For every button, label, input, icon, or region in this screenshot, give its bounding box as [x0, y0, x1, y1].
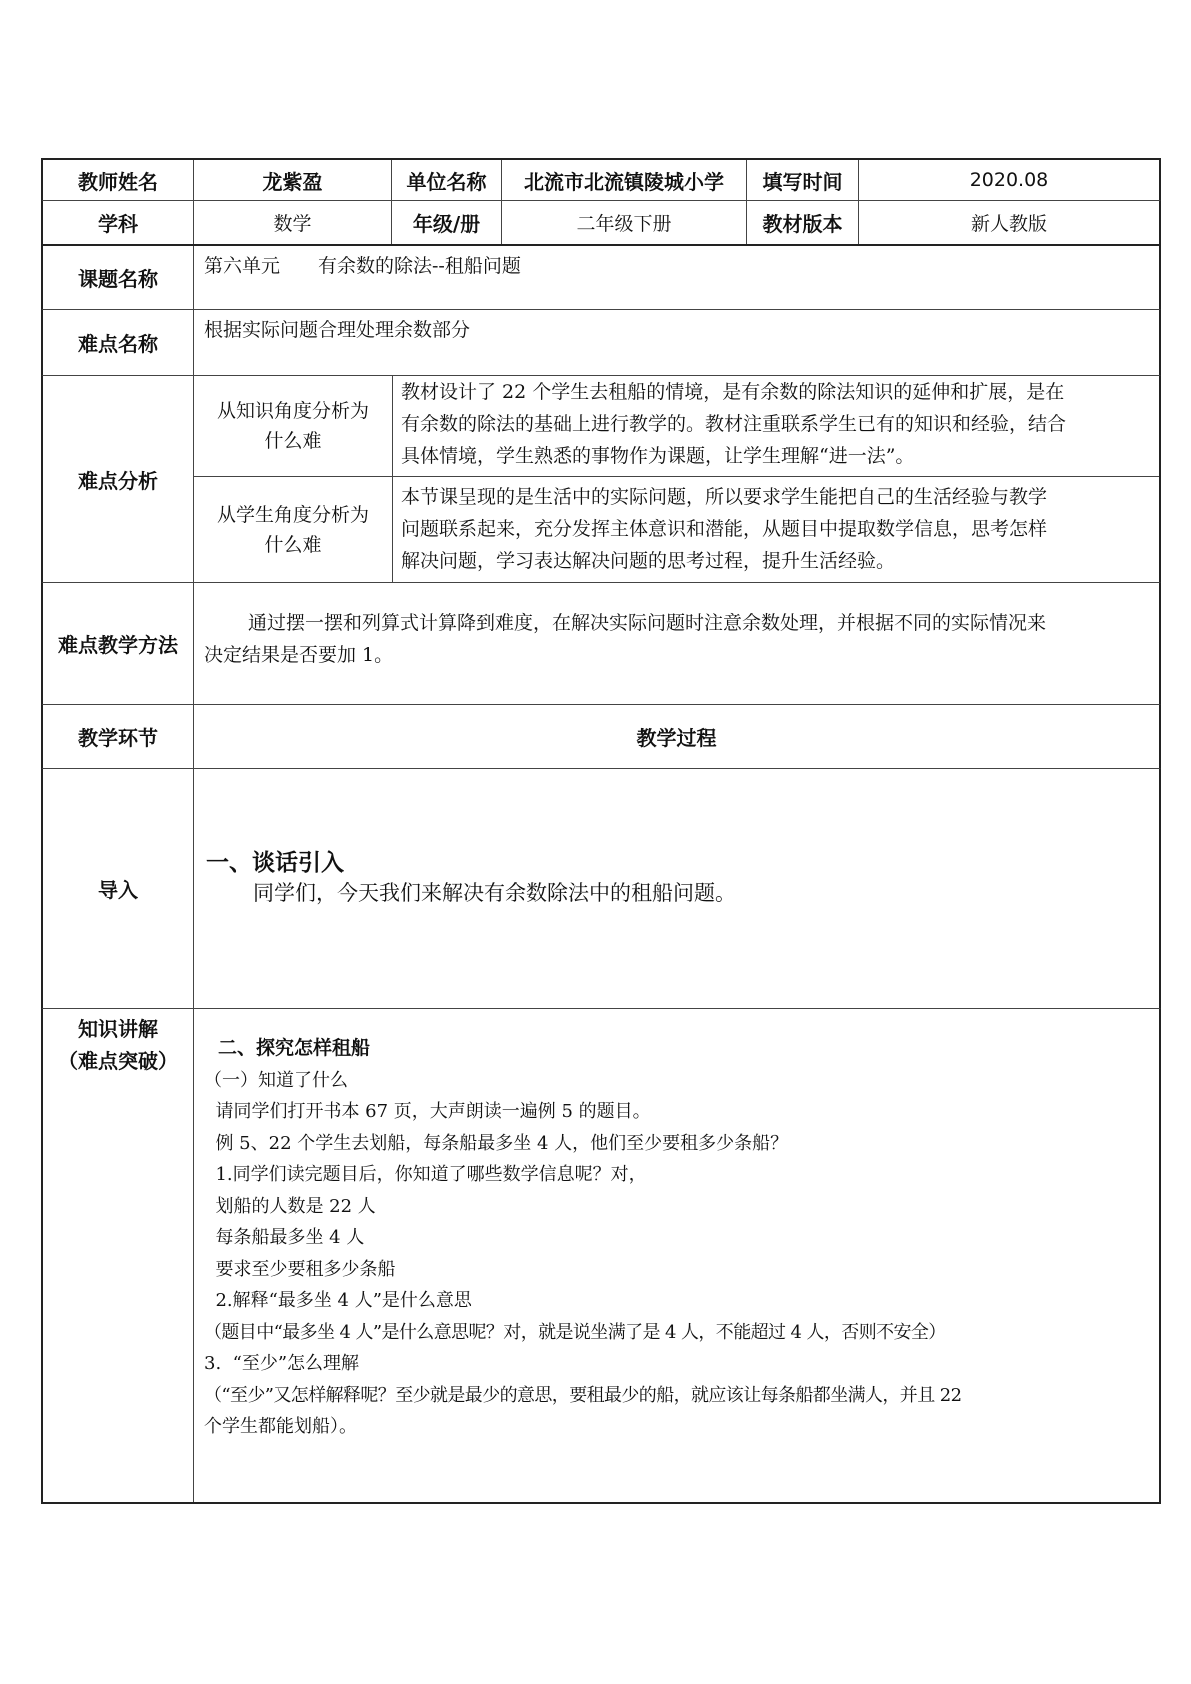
method-body [194, 583, 1159, 704]
knowledge-line: 个学生都能划船）。 [204, 1416, 357, 1437]
analysis-label: 难点分析 [43, 376, 194, 582]
topic-label: 课题名称 [43, 246, 194, 309]
difficulty-label: 难点名称 [43, 310, 194, 375]
difficulty-row [41, 310, 1161, 376]
knowledge-line: 2.解释“最多坐 4 人”是什么意思 [204, 1290, 472, 1311]
grade-value: 二年级下册 [502, 201, 747, 244]
method-line-1: 通过摆一摆和列算式计算降到难度，在解决实际问题时注意余数处理，并根据不同的实际情况来 [248, 612, 1047, 634]
knowledge-label-line-2: （难点突破） [58, 1049, 178, 1073]
student-line-1: 本节课呈现的是生活中的实际问题，所以要求学生能把自己的生活经验与教学 [401, 486, 1048, 508]
knowledge-angle-label: 从知识角度分析为什么难 [194, 376, 393, 477]
stage-header: 教学环节 [43, 705, 194, 768]
unit-label: 单位名称 [392, 160, 502, 200]
difficulty-text: 根据实际问题合理处理余数部分 [204, 319, 471, 341]
unit-value: 北流市北流镇陵城小学 [502, 160, 747, 200]
process-header: 教学过程 [636, 726, 717, 750]
subject-value: 数学 [194, 201, 392, 244]
topic-text: 第六单元 有余数的除法--租船问题 [204, 255, 521, 277]
student-angle-label: 从学生角度分析为什么难 [194, 477, 393, 582]
analysis-row [41, 376, 1161, 583]
student-line-2: 问题联系起来，充分发挥主体意识和潜能，从题目中提取数学信息，思考怎样 [401, 518, 1048, 540]
knowledge-line: 请同学们打开书本 67 页，大声朗读一遍例 5 的题目。 [204, 1101, 651, 1122]
knowledge-line: 划船的人数是 22 人 [204, 1195, 376, 1217]
subject-label: 学科 [43, 201, 194, 244]
knowledge-body [194, 1009, 1159, 1502]
header-row-2 [41, 201, 1161, 246]
grade-label: 年级/册 [392, 201, 502, 244]
teacher-value: 龙紫盈 [194, 160, 392, 200]
knowledge-line: 例 5、22 个学生去划船，每条船最多坐 4 人，他们至少要租多少条船？ [204, 1132, 789, 1154]
process-header-row [41, 705, 1161, 769]
knowledge-line: （一）知道了什么 [204, 1069, 348, 1091]
knowledge-row [41, 1009, 1161, 1504]
knowledge-label [43, 1009, 194, 1502]
edition-label: 教材版本 [747, 201, 859, 244]
method-line-2: 决定结果是否要加 1。 [204, 644, 394, 666]
topic-value [194, 246, 1159, 309]
difficulty-value [194, 310, 1159, 375]
knowledge-line: 3. “至少”怎么理解 [204, 1353, 360, 1374]
intro-text: 同学们，今天我们来解决有余数除法中的租船问题。 [253, 881, 736, 905]
teacher-label: 教师姓名 [43, 160, 194, 200]
knowledge-line: （“至少”又怎样解释呢？至少就是最少的意思，要租最少的船，就应该让每条船都坐满人，并且 22 [204, 1384, 962, 1406]
student-angle-text [393, 477, 1159, 582]
time-label: 填写时间 [747, 160, 859, 200]
knowledge-heading: 二、探究怎样租船 [218, 1037, 371, 1059]
student-line-3: 解决问题，学习表达解决问题的思考过程，提升生活经验。 [401, 550, 896, 572]
knowledge-line: 要求至少要租多少条船 [204, 1258, 396, 1280]
analysis-body [194, 376, 1159, 582]
knowledge-line-2: 有余数的除法的基础上进行教学的。教材注重联系学生已有的知识和经验，结合 [401, 413, 1067, 435]
method-label: 难点教学方法 [43, 583, 194, 704]
intro-body [194, 769, 1159, 1008]
edition-value: 新人教版 [970, 213, 1047, 235]
knowledge-line: （题目中“最多坐 4 人”是什么意思呢？对，就是说坐满了是 4 人，不能超过 4 人，否则不安全） [204, 1321, 946, 1343]
intro-label: 导入 [43, 769, 194, 1008]
time-value: 2020.08 [969, 169, 1049, 191]
knowledge-angle-text [393, 376, 1159, 477]
knowledge-line-1: 教材设计了 22 个学生去租船的情境，是有余数的除法知识的延伸和扩展，是在 [401, 381, 1065, 403]
knowledge-line-3: 具体情境，学生熟悉的事物作为课题，让学生理解“进一法”。 [401, 445, 915, 467]
method-row [41, 583, 1161, 705]
intro-row [41, 769, 1161, 1009]
knowledge-label-line-1: 知识讲解 [78, 1017, 158, 1041]
topic-row [41, 246, 1161, 310]
knowledge-line: 每条船最多坐 4 人 [204, 1227, 365, 1248]
knowledge-line: 1.同学们读完题目后，你知道了哪些数学信息呢？对， [204, 1164, 647, 1185]
header-row-1 [41, 158, 1161, 201]
intro-heading: 一、谈话引入 [206, 850, 344, 876]
